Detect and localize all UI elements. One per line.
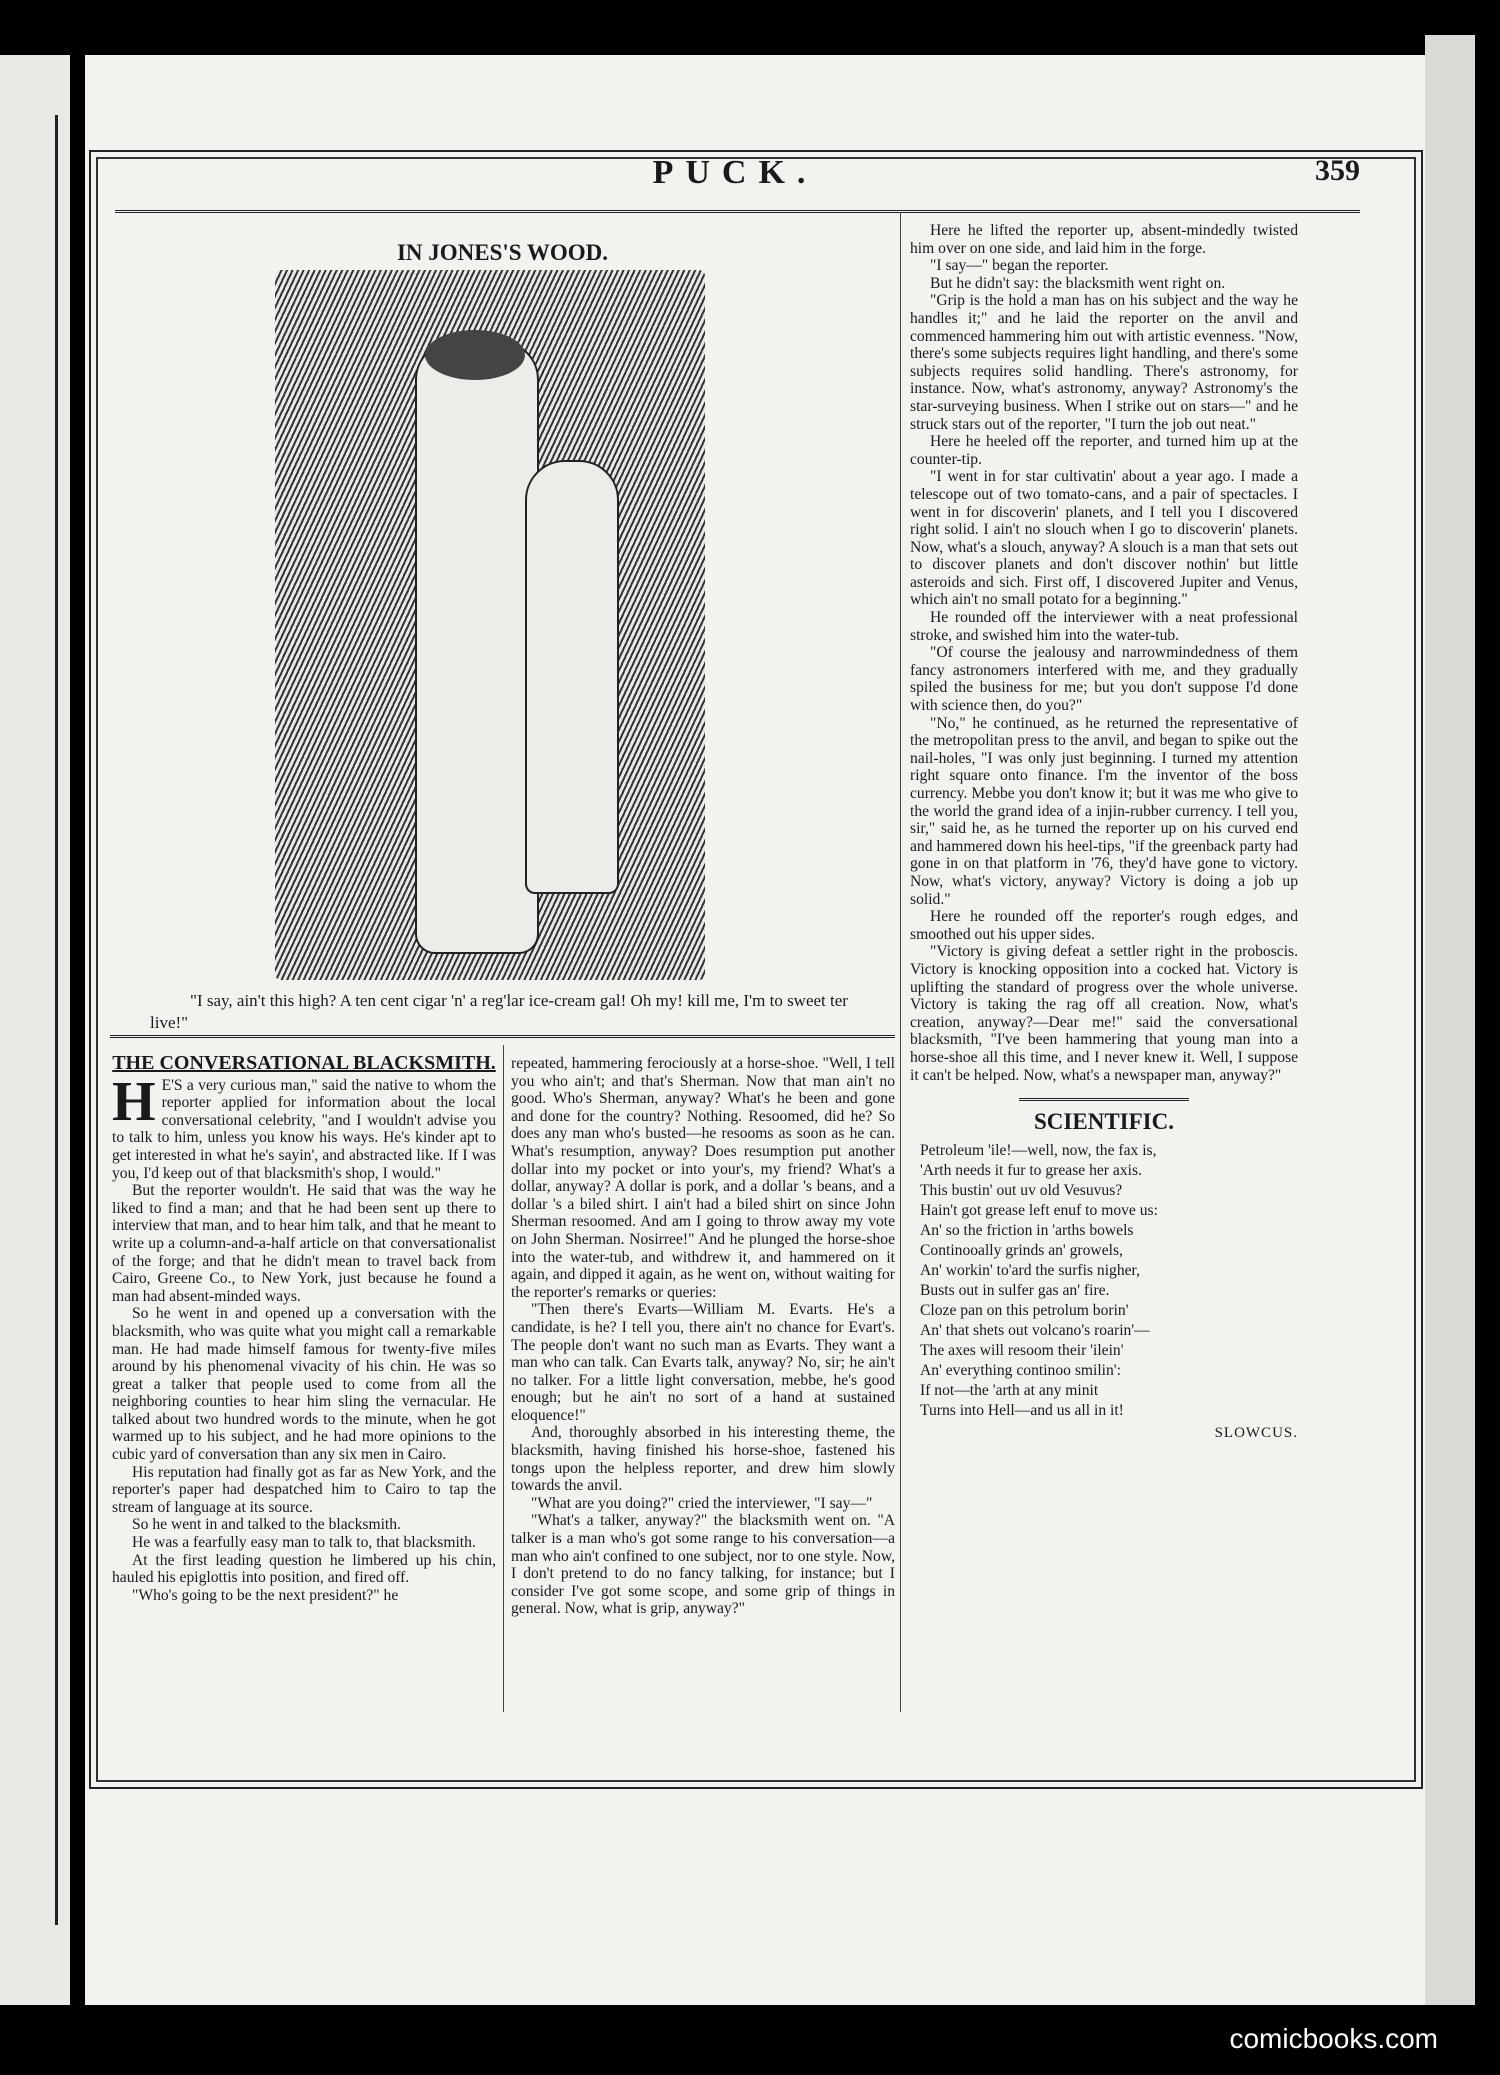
poem-line: Continooally grinds an' growels, [920, 1241, 1123, 1259]
poem-line: An' workin' to'ard the surfis nigher, [920, 1261, 1141, 1279]
paragraph: So he went in and talked to the blacksmith. [132, 1516, 401, 1534]
header-rule [115, 210, 1360, 216]
poem-line: An' everything continoo smilin': [920, 1361, 1121, 1379]
poem-rule [1019, 1098, 1189, 1101]
paragraph: So he went in and opened up a conversation with the blacksmith, who was quite what you might call a remarkable man. He had made himself famous for twenty-five miles around by his phenomenal vivacity of his chin. He was so great a talker that people used to come from all the neighboring counties to hear him sling the vernacular. He talked about two hundred words to the minute, when he got warmed up to his subject, and he had more opinions to the cubic yard of conversation than any six men in Cairo. [112, 1305, 496, 1464]
page-header [110, 102, 1360, 202]
paragraph: "I went in for star cultivatin' about a year ago. I made a telescope out of two tomato-cans, and a pair of spectacles. I went in for discoverin' planets, and I tell you I discovered right solid. I ain't no slouch when I go to discoverin' planets. Now, what's a slouch, anyway? A slouch is a man that sets out to discover planets and don't discover nothin' but little asteroids and sich. First off, I discovered Jupiter and Venus, which ain't no small potato for a beginning." [910, 468, 1298, 609]
right-margin [1425, 0, 1500, 2075]
article-column-2 [511, 1055, 895, 1618]
poem-body [920, 1141, 1298, 1421]
man-figure [525, 460, 619, 894]
paragraph: His reputation had finally got as far as New York, and the reporter's paper had despatched him to Cairo to tap the stream of language at its source. [112, 1463, 496, 1516]
paragraph: "Grip is the hold a man has on his subject and the way he handles it;" and he laid the reporter on the anvil and commenced hammering him out with artistic evenness. "Now, there's some subjects requires light handling, and there's some subjects requires solid handling. There's astronomy, for instance. Now, what's astronomy, anyway? Astronomy's the star-surveying business. When I strike out on stars—" and he struck stars out of the reporter, "I turn the job out neat." [910, 292, 1298, 433]
paragraph: He was a fearfully easy man to talk to, that blacksmith. [132, 1534, 476, 1552]
paragraph: Here he heeled off the reporter, and turned him up at the counter-tip. [910, 433, 1298, 468]
paragraph: But he didn't say: the blacksmith went right on. [930, 274, 1226, 292]
paragraph: "I say—" began the reporter. [930, 257, 1109, 275]
poem-line: If not—the 'arth at any minit [920, 1381, 1099, 1399]
paragraph: "What are you doing?" cried the interviewer, "I say—" [531, 1494, 873, 1512]
poem-line: This bustin' out uv old Vesuvus? [920, 1181, 1123, 1199]
paragraph: "Victory is giving defeat a settler right in the proboscis. Victory is knocking opposition into a cocked hat. Victory is uplifting the standard of progress over the whole universe. Victory is taking the rag off all creation. Now, what's creation, anyway?—Dear me!" said the conversational blacksmith, "I've been hammering that young man into a horse-shoe all this time, and I never knew it. Well, I suppose it can't be helped. Now, what's a newspaper man, anyway?" [910, 943, 1298, 1084]
poem-line: Turns into Hell—and us all in it! [920, 1401, 1124, 1419]
masthead-title: PUCK. [652, 154, 818, 191]
poem-signature: SLOWCUS. [1214, 1424, 1298, 1441]
drop-cap: H [112, 1070, 156, 1133]
poem-line: Cloze pan on this petrolum borin' [920, 1301, 1129, 1319]
woman-figure [415, 340, 539, 954]
paragraph: Here he rounded off the reporter's rough edges, and smoothed out his upper sides. [910, 908, 1298, 943]
illustration-caption: "I say, ain't this high? A ten cent cigar 'n' a reg'lar ice-cream gal! Oh my! kill me, I'm to sweet ter live!" [150, 991, 848, 1032]
illustration-title: IN JONES'S WOOD. [396, 240, 609, 265]
poem-line: Petroleum 'ile!—well, now, the fax is, [920, 1141, 1157, 1159]
woodcut-illustration [275, 270, 705, 980]
page-edge [1425, 35, 1475, 2005]
poem-line: An' that shets out volcano's roarin'— [920, 1321, 1150, 1339]
paragraph: He rounded off the interviewer with a neat professional stroke, and swished him into the water-tub. [910, 609, 1298, 644]
paragraph: repeated, hammering ferociously at a horse-shoe. "Well, I tell you who ain't; and that's Sherman. Now that man ain't no good. Who's Sherman, anyway? What's he been and gone and done for the country? Nothing. Resoomed, did he? So does any man who's busted—he resooms as soon as he can. What's resumption, anyway? Does resumption put another dollar into my pocket or into your's, my friend? What's a dollar, anyway? A dollar is pork, and a dollar 's beans, and a dollar 's a biled shirt. I ain't had a biled shirt on since John Sherman resoomed. And am I going to throw away my vote on John Sherman. Nosirree!" And he plunged the horse-shoe into the water-tub, and withdrew it, and hammered on it again, and dipped it again, as he went on, without waiting for the reporter's remarks or queries: [511, 1055, 895, 1301]
section-rule [110, 1035, 895, 1038]
paragraph: "What's a talker, anyway?" the blacksmith went on. "A talker is a man who's got some range to his conversation—a man who ain't confined to one subject, nor to one style. Now, I don't pretend to do no fancy talking, for instance; but I consider I've got some scope, and some grip of things in general. Now, what is grip, anyway?" [511, 1512, 895, 1618]
adjacent-page-strip [0, 55, 70, 2005]
paragraph: "Then there's Evarts—William M. Evarts. He's a candidate, is he? I tell you, there ain't no chance for Evart's. The people don't want no such man as Evarts. They want a man who can talk. Can Evarts talk, anyway? No, sir; he ain't no talker. For a little light conversation, mebbe, he's good enough; but he ain't no sort of a hand at sustained eloquence!" [511, 1301, 895, 1424]
article-column-1 [112, 1052, 496, 1604]
column-divider-left [503, 1045, 504, 1712]
poem-line: The axes will resoom their 'ilein' [920, 1341, 1124, 1359]
site-watermark: comicbooks.com [1229, 2023, 1438, 2054]
poem-line: 'Arth needs it fur to grease her axis. [920, 1161, 1142, 1179]
adjacent-page-rule [55, 115, 58, 1925]
poem-line: Hain't got grease left enuf to move us: [920, 1201, 1158, 1219]
page-number: 359 [1315, 154, 1360, 187]
paragraph: At the first leading question he limbered up his chin, hauled his epiglottis into position, and fired off. [112, 1551, 496, 1587]
paragraph: Here he lifted the reporter up, absent-mindedly twisted him over on one side, and laid him in the forge. [910, 222, 1298, 257]
column-divider-right [900, 212, 901, 1712]
paragraph: E'S a very curious man," said the native to whom the reporter applied for information about the local conversational celebrity, "and I wouldn't advise you to talk to him, unless you know his ways. He's kinder apt to get interested in what he's sayin', and abstracted like. If I was you, I'd keep out of that blacksmith's shop, I would." [112, 1076, 496, 1182]
paragraph: And, thoroughly absorbed in his interesting theme, the blacksmith, having finished his horse-shoe, fastened his tongs upon the helpless reporter, and drew him slowly towards the anvil. [511, 1424, 895, 1495]
hat-shape [425, 330, 525, 380]
poem-title: SCIENTIFIC. [1034, 1109, 1174, 1135]
poem-line: An' so the friction in 'arths bowels [920, 1221, 1134, 1239]
illustration-title-wrap [110, 240, 895, 266]
article-title: THE CONVERSATIONAL BLACKSMITH. [112, 1052, 496, 1074]
poem-line: Busts out in sulfer gas an' fire. [920, 1281, 1110, 1299]
paragraph: "No," he continued, as he returned the representative of the metropolitan press to the anvil, and began to spike out the nail-holes, "I was only just beginning. I turned my attention right square onto finance. I'm the inventor of the boss currency. Mebbe you don't know it; but it was me who give to the world the grand idea of a injin-rubber currency. I tell you, sir," said he, as he turned the reporter up on his curved end and hammered down his heel-tips, "if the greenback party had gone in on that platform in '76, they'd have gone to victory. Now, what's victory, anyway? Victory is doing a job up solid." [910, 714, 1298, 908]
paragraph: "Of course the jealousy and narrowmindedness of them fancy astronomers interfered with me, and they gradually spiled the business for me; but you don't suppose I'd done with science then, do you?" [910, 644, 1298, 715]
paragraph: "Who's going to be the next president?" he [132, 1586, 399, 1604]
article-column-3 [910, 222, 1298, 1442]
paragraph: But the reporter wouldn't. He said that was the way he liked to find a man; and that he had been sent up there to interview that man, and to hear him talk, and that he meant to write up a column-and-a-half article on that conversationalist of the forge; and that he didn't mean to travel back from Cairo, Greene Co., to New York, just because he found a man had absent-minded ways. [112, 1182, 496, 1305]
